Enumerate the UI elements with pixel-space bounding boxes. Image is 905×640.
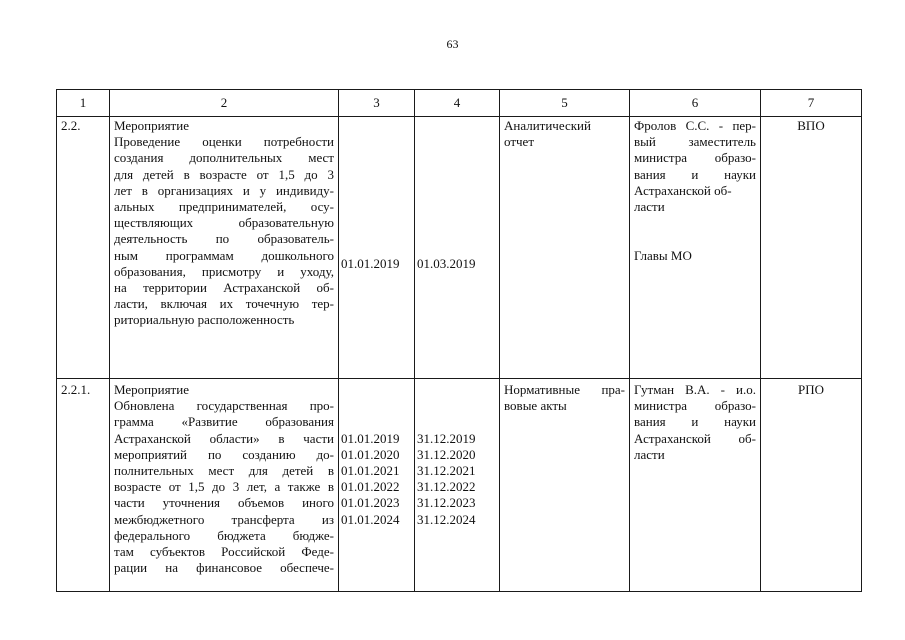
header-cell-7: 7 <box>761 90 862 117</box>
end-date: 01.03.2019 <box>415 117 500 379</box>
header-cell-2: 2 <box>110 90 339 117</box>
result: Нормативные пра- вовые акты <box>500 379 630 592</box>
row-description: Мероприятие Обновлена государственная про- грамма «Развитие образования Астраханской области» в части мероприятий по созданию до- полнительных мест для детей в возрасте от 1,5 до 3 лет, а также в части уточнения объемов иного межбюджетного трансферта из федерального бюджета бюдже- там субъектов Российской Феде- рации на финансовое обеспече- <box>110 379 339 592</box>
plan-table <box>56 89 862 592</box>
responsible: Гутман В.А. - и.о. министра образо- вания и науки Астраханской об- ласти <box>630 379 761 592</box>
header-cell-5: 5 <box>500 90 630 117</box>
row-title: Мероприятие <box>114 382 189 397</box>
start-dates: 01.01.2019 01.01.2020 01.01.2021 01.01.2022 01.01.2023 01.01.2024 <box>339 379 415 592</box>
responsible: Фролов С.С. - пер- вый заместитель министра образо- вания и науки Астраханской об- ласти Главы МО <box>630 117 761 379</box>
result: Аналитический отчет <box>500 117 630 379</box>
page-number: 63 <box>446 37 459 51</box>
table-row <box>57 379 862 592</box>
header-cell-4: 4 <box>415 90 500 117</box>
row-description: Мероприятие Проведение оценки потребности создания дополнительных мест для детей в возрасте от 1,5 до 3 лет в организациях и у индивиду- альных предпринимателей, осу- ществляющих образовательную деятельность по образователь- ным программам дошкольного образования, присмотру и уходу, на территории Астраханской об- ласти, включая их точечную тер- риториальную расположенность <box>110 117 339 379</box>
end-dates: 31.12.2019 31.12.2020 31.12.2021 31.12.2022 31.12.2023 31.12.2024 <box>415 379 500 592</box>
row-title: Мероприятие <box>114 118 189 133</box>
row-number: 2.2.1. <box>57 379 110 592</box>
table-row <box>57 117 862 379</box>
code: ВПО <box>761 117 862 379</box>
header-cell-1: 1 <box>57 90 110 117</box>
code: РПО <box>761 379 862 592</box>
header-cell-3: 3 <box>339 90 415 117</box>
responsible-extra: Главы МО <box>634 247 692 263</box>
start-date: 01.01.2019 <box>339 117 415 379</box>
header-row <box>57 90 862 117</box>
header-cell-6: 6 <box>630 90 761 117</box>
row-number: 2.2. <box>57 117 110 379</box>
